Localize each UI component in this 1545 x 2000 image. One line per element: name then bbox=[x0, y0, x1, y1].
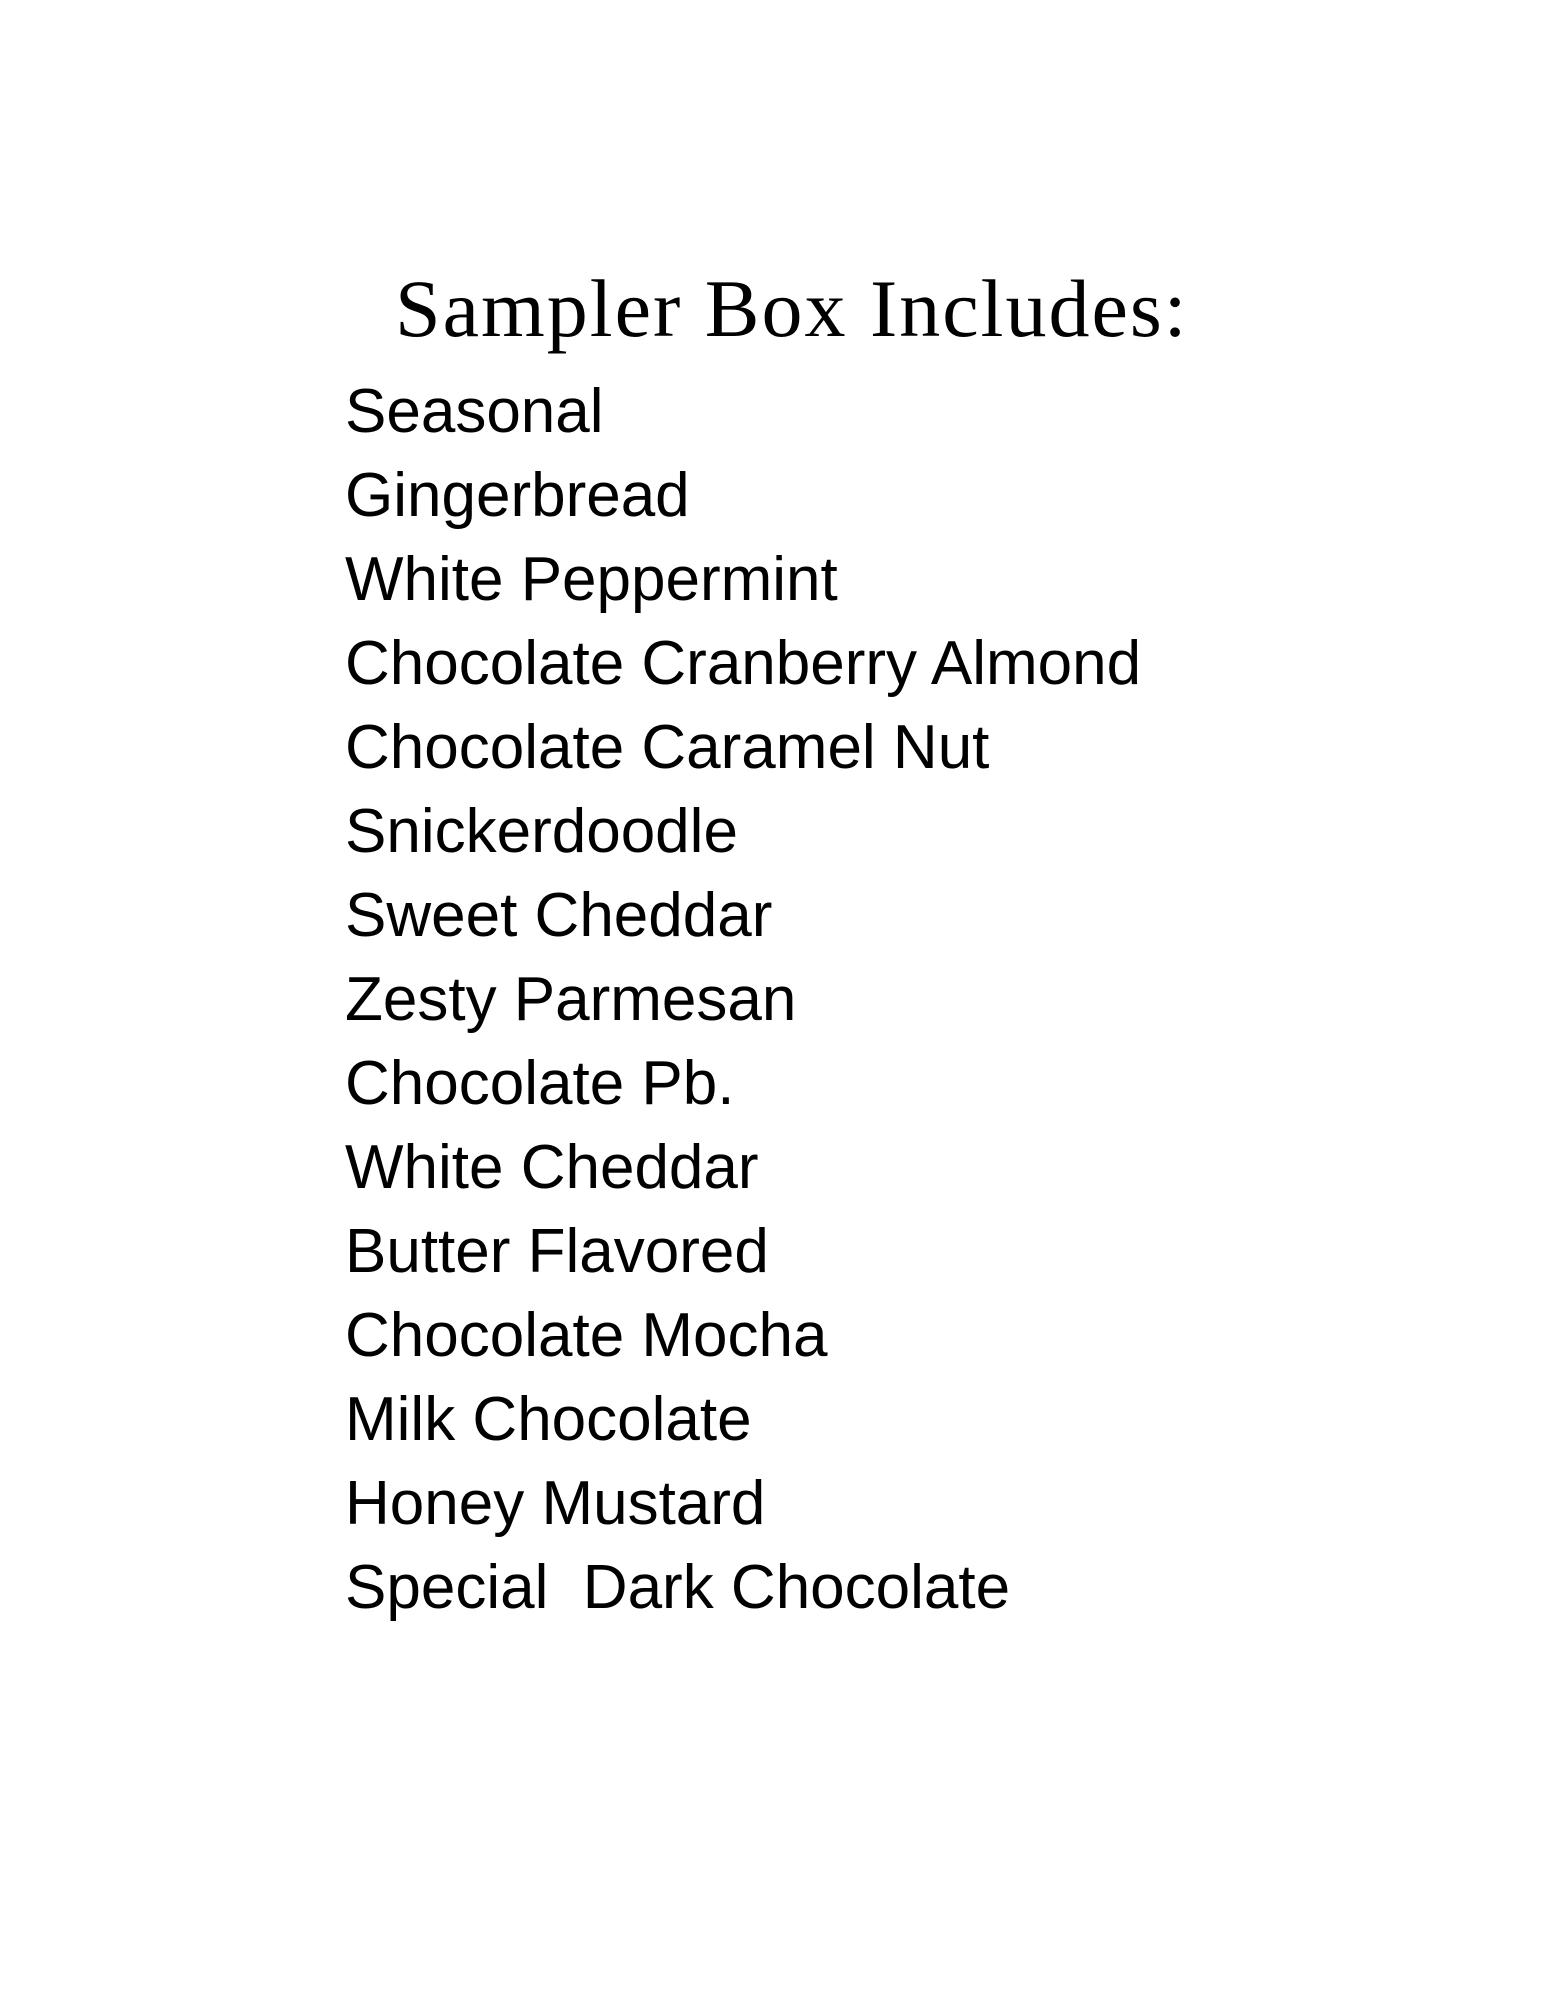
flavor-item: Zesty Parmesan bbox=[345, 965, 797, 1034]
flavor-item: White Cheddar bbox=[345, 1133, 759, 1202]
flavor-item: Chocolate Cranberry Almond bbox=[345, 629, 1142, 698]
flavor-item: Gingerbread bbox=[345, 461, 690, 530]
flavor-item: Butter Flavored bbox=[345, 1217, 769, 1286]
flavor-item: Chocolate Mocha bbox=[345, 1301, 828, 1370]
flavor-item: Sweet Cheddar bbox=[345, 881, 773, 950]
flavor-item: Snickerdoodle bbox=[345, 797, 738, 866]
flavor-list bbox=[345, 370, 1141, 1630]
flavor-item: Chocolate Pb. bbox=[345, 1049, 735, 1118]
flavor-item: Seasonal bbox=[345, 377, 604, 446]
flavor-item: Honey Mustard bbox=[345, 1469, 766, 1538]
flavor-item: Milk Chocolate bbox=[345, 1385, 752, 1454]
flavor-item: Chocolate Caramel Nut bbox=[345, 713, 990, 782]
page-title: Sampler Box Includes: bbox=[395, 263, 1189, 354]
flavor-item: White Peppermint bbox=[345, 545, 838, 614]
flavor-item: Special Dark Chocolate bbox=[345, 1553, 1011, 1622]
